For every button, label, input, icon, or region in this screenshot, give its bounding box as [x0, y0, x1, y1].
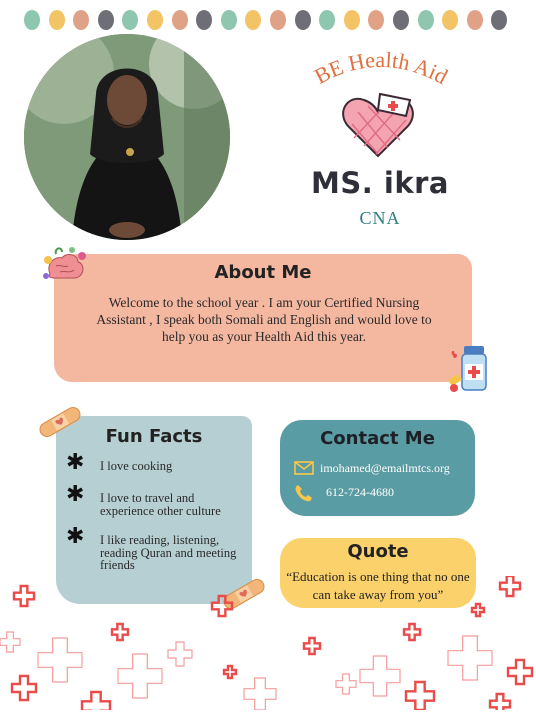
medical-cross-icon: [0, 632, 20, 652]
fact-text: I love cooking: [100, 459, 173, 473]
phone-icon: [294, 484, 314, 500]
dot: [122, 10, 138, 30]
medical-cross-icon: [14, 586, 34, 606]
phone-text[interactable]: 612-724-4680: [326, 485, 394, 499]
quote-title: Quote: [347, 541, 409, 562]
fact-text: I love to travel and experience other culture: [100, 491, 221, 518]
bandage-icon: [36, 404, 84, 440]
medical-cross-icon: [212, 596, 232, 616]
facts-title: Fun Facts: [105, 426, 203, 447]
cross-pattern: [0, 576, 536, 710]
medical-cross-icon: [336, 674, 356, 694]
fact-text: I like reading, listening, reading Quran and meeting friends: [100, 533, 237, 572]
medical-cross-icon: [118, 654, 162, 698]
medical-cross-icon: [508, 660, 532, 684]
medicine-bottle-icon: [444, 344, 492, 394]
medical-cross-icon: [82, 692, 110, 710]
portrait-photo: [24, 34, 230, 240]
medical-cross-icon: [112, 624, 128, 640]
dot: [418, 10, 434, 30]
dot: [368, 10, 384, 30]
contact-card: [280, 420, 475, 516]
asterisk-icon: ✱: [66, 524, 85, 549]
medical-cross-icon: [448, 636, 492, 680]
about-title: About Me: [214, 262, 312, 283]
email-text[interactable]: imohamed@emailmtcs.org: [320, 461, 450, 475]
medical-cross-icon: [244, 678, 276, 710]
dot: [73, 10, 89, 30]
asterisk-icon: ✱: [66, 450, 85, 475]
dot: [467, 10, 483, 30]
dot: [319, 10, 335, 30]
person-name: MS. ikra: [311, 166, 449, 200]
asterisk-icon: ✱: [66, 482, 85, 507]
dot: [24, 10, 40, 30]
dot: [295, 10, 311, 30]
dot: [172, 10, 188, 30]
dot: [49, 10, 65, 30]
dot: [270, 10, 286, 30]
person-role: CNA: [359, 208, 401, 228]
dot: [344, 10, 360, 30]
quote-text: “Education is one thing that no one can take away from you”: [286, 569, 470, 602]
mail-icon: [294, 460, 314, 476]
about-text: Welcome to the school year . I am your Certified Nursing Assistant , I speak both Somali and English and would love to help you as your Health Aid this year.: [96, 295, 432, 344]
medical-cross-icon: [404, 624, 420, 640]
contact-title: Contact Me: [320, 428, 435, 449]
medical-cross-icon: [360, 656, 400, 696]
heart-nurse-cap-icon: [340, 90, 416, 160]
svg-text:BE Health Aid: [310, 47, 452, 89]
brain-flowers-icon: [42, 246, 88, 288]
dot: [98, 10, 114, 30]
medical-cross-icon: [304, 638, 320, 654]
dot: [442, 10, 458, 30]
medical-cross-icon: [224, 666, 236, 678]
brand-text: BE Health Aid: [310, 46, 452, 90]
dot: [196, 10, 212, 30]
medical-cross-icon: [38, 638, 82, 682]
medical-cross-icon: [472, 604, 484, 616]
about-card: [54, 254, 472, 382]
medical-cross-icon: [12, 676, 36, 700]
dot: [393, 10, 409, 30]
dot: [221, 10, 237, 30]
medical-cross-icon: [500, 576, 520, 596]
medical-cross-icon: [168, 642, 192, 666]
dot: [245, 10, 261, 30]
medical-cross-icon: [406, 682, 434, 710]
dot-row: [24, 10, 514, 30]
dot: [491, 10, 507, 30]
dot: [147, 10, 163, 30]
medical-cross-icon: [490, 694, 510, 710]
